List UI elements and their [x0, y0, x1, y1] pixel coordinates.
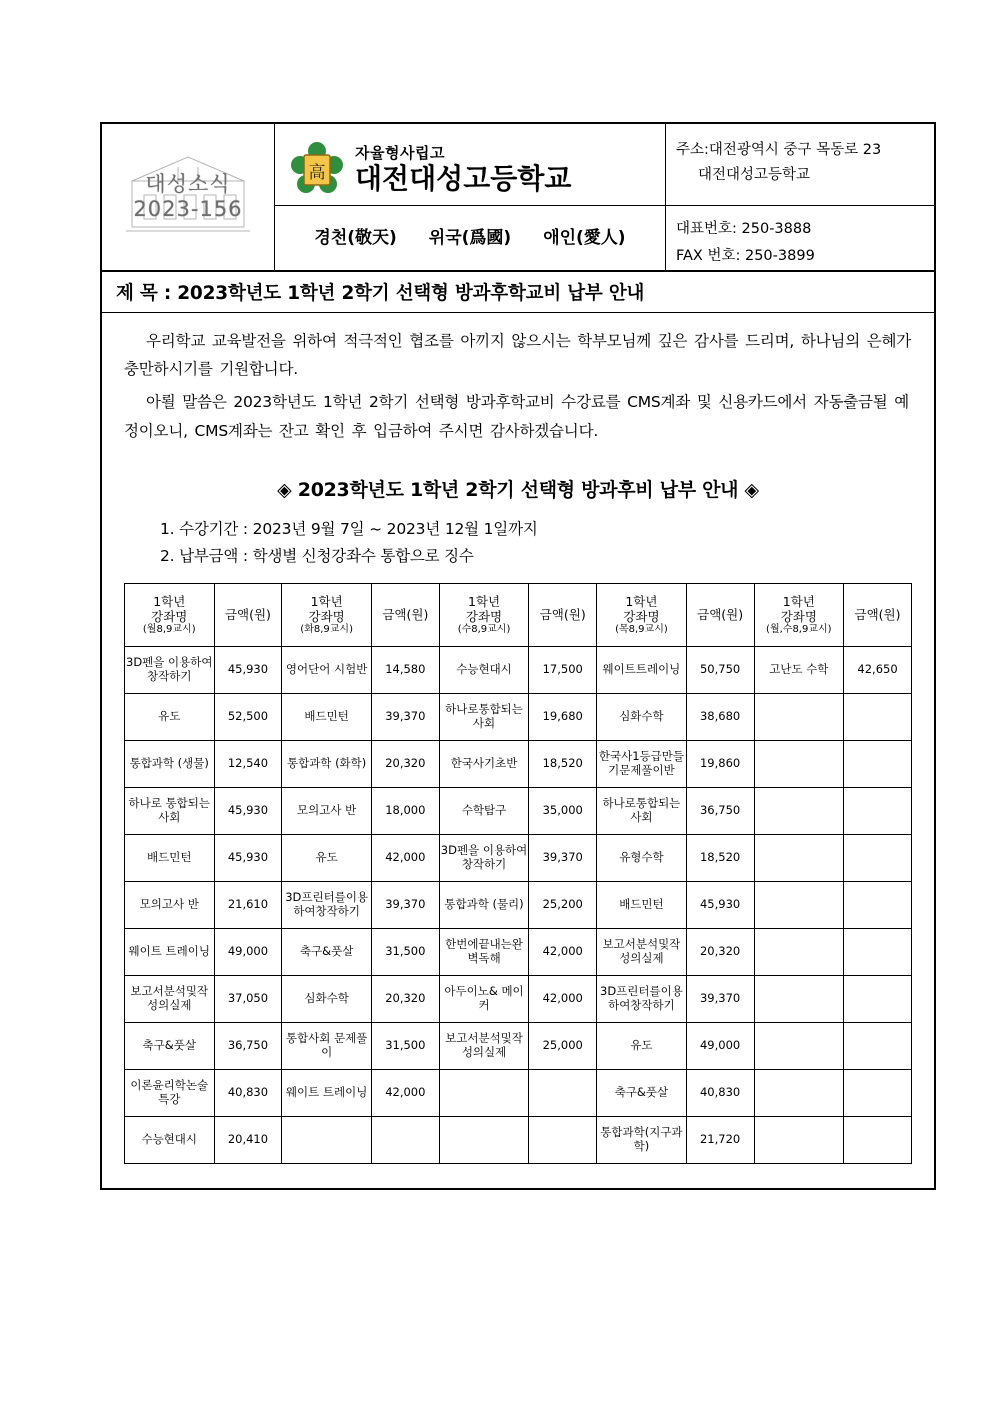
table-row	[125, 1069, 912, 1116]
fax-number: FAX 번호: 250-3899	[676, 247, 815, 264]
cell-amount	[844, 787, 912, 834]
cell-course: 배드민턴	[282, 693, 372, 740]
header-course-label: 강좌명	[308, 608, 345, 624]
cell-course: 통합사회 문제풀이	[282, 1022, 372, 1069]
cell-course: 통합과학(지구과학)	[597, 1116, 687, 1163]
cell-course	[754, 834, 844, 881]
cell-amount: 20,320	[686, 928, 754, 975]
cell-course	[754, 1116, 844, 1163]
cell-course	[754, 787, 844, 834]
cell-amount: 18,520	[686, 834, 754, 881]
document-header	[100, 122, 936, 271]
header-amount-5: 금액(원)	[844, 583, 912, 646]
table-header-row	[125, 583, 912, 646]
cell-amount: 18,000	[371, 787, 439, 834]
motto-item-2: 위국(爲國)	[428, 228, 512, 249]
cell-course: 통합과학 (화학)	[282, 740, 372, 787]
fee-table-head	[125, 583, 912, 646]
cell-course: 보고서분석및작성의실제	[125, 975, 215, 1022]
cell-amount: 49,000	[214, 928, 282, 975]
header-grade: 1학년	[310, 593, 343, 609]
cell-course: 웨이트 트레이닝	[282, 1069, 372, 1116]
cell-course: 배드민턴	[597, 881, 687, 928]
table-row	[125, 740, 912, 787]
cell-amount: 39,370	[371, 693, 439, 740]
cell-course: 유도	[125, 693, 215, 740]
header-grade: 1학년	[153, 593, 186, 609]
cell-course: 수학탐구	[439, 787, 529, 834]
cell-course: 3D프린터를이용하여창작하기	[597, 975, 687, 1022]
header-course-label: 강좌명	[151, 608, 188, 624]
stamp-text	[133, 172, 242, 222]
address-line-1: 주소:대전광역시 중구 목동로 23	[676, 142, 882, 158]
cell-amount	[844, 1116, 912, 1163]
header-period: (수8,9교시)	[457, 623, 511, 635]
cell-amount: 40,830	[214, 1069, 282, 1116]
cell-course	[282, 1116, 372, 1163]
cell-amount: 31,500	[371, 1022, 439, 1069]
cell-course: 축구&풋살	[597, 1069, 687, 1116]
document-body	[100, 313, 936, 1190]
cell-amount: 49,000	[686, 1022, 754, 1069]
header-amount-1: 금액(원)	[214, 583, 282, 646]
cell-amount: 40,830	[686, 1069, 754, 1116]
header-course-label: 강좌명	[623, 608, 660, 624]
cell-amount: 12,540	[214, 740, 282, 787]
cell-amount	[844, 693, 912, 740]
header-course-2	[282, 583, 372, 646]
school-address	[666, 124, 934, 206]
cell-course: 축구&풋살	[125, 1022, 215, 1069]
table-row	[125, 928, 912, 975]
notice-list	[124, 516, 912, 570]
header-period: (화8,9교시)	[300, 623, 353, 635]
cell-amount: 25,000	[529, 1022, 597, 1069]
table-row	[125, 787, 912, 834]
cell-amount: 25,200	[529, 881, 597, 928]
cell-course	[754, 975, 844, 1022]
cell-course: 보고서분석및작성의실제	[597, 928, 687, 975]
cell-amount	[371, 1116, 439, 1163]
school-emblem-icon	[289, 139, 345, 197]
cell-amount	[529, 1116, 597, 1163]
stamp-line1: 대성소식	[145, 172, 231, 197]
phone-number: 대표번호: 250-3888	[676, 221, 812, 237]
cell-course: 통합과학 (물리)	[439, 881, 529, 928]
cell-amount: 21,720	[686, 1116, 754, 1163]
cell-course: 아두이노& 메이커	[439, 975, 529, 1022]
cell-amount	[844, 881, 912, 928]
table-row	[125, 834, 912, 881]
cell-course: 모의고사 반	[125, 881, 215, 928]
header-course-label: 강좌명	[465, 608, 503, 624]
table-row	[125, 693, 912, 740]
header-period: (월8,9교시)	[142, 623, 196, 635]
header-period: (목8,9교시)	[615, 623, 668, 635]
cell-course: 하나로 통합되는 사회	[125, 787, 215, 834]
header-grade: 1학년	[625, 593, 658, 609]
cell-amount	[844, 975, 912, 1022]
cell-course: 한국사1등급만들기문제풀이반	[597, 740, 687, 787]
motto-item-3: 애인(愛人)	[543, 228, 626, 249]
cell-amount: 20,320	[371, 975, 439, 1022]
cell-course: 심화수학	[282, 975, 372, 1022]
table-row	[125, 646, 912, 693]
cell-course: 축구&풋살	[282, 928, 372, 975]
notice-item-1: 1. 수강기간 : 2023년 9월 7일 ~ 2023년 12월 1일까지	[160, 520, 538, 539]
header-course-4	[597, 583, 687, 646]
cell-course: 3D프린터를이용하여창작하기	[282, 881, 372, 928]
cell-course: 수능현대시	[439, 646, 529, 693]
cell-course: 배드민턴	[125, 834, 215, 881]
cell-amount: 18,520	[529, 740, 597, 787]
cell-amount	[529, 1069, 597, 1116]
header-grade: 1학년	[782, 593, 815, 609]
paragraph-2: 아뢸 말씀은 2023학년도 1학년 2학기 선택형 방과후학교비 수강료를 CMS계좌 및 신용카드에서 자동출금될 예정이오니, CMS계좌는 잔고 확인 후 입금하여 주시면 감사하겠습니다.	[124, 392, 910, 440]
school-names	[355, 142, 571, 193]
cell-amount: 37,050	[214, 975, 282, 1022]
cell-course: 하나로통합되는사회	[439, 693, 529, 740]
cell-amount: 39,370	[529, 834, 597, 881]
address-line-2: 대전대성고등학교	[698, 166, 811, 183]
cell-amount: 20,320	[371, 740, 439, 787]
section-heading: ◈ 2023학년도 1학년 2학기 선택형 방과후비 납부 안내 ◈	[277, 479, 759, 502]
cell-amount: 17,500	[529, 646, 597, 693]
cell-course: 보고서분석및작성의실제	[439, 1022, 529, 1069]
cell-course: 한번에끝내는완벽독해	[439, 928, 529, 975]
school-phone-block	[666, 206, 934, 270]
newsletter-stamp	[118, 151, 258, 243]
fee-table-body	[125, 646, 912, 1163]
cell-course: 한국사기초반	[439, 740, 529, 787]
header-course-5	[754, 583, 844, 646]
cell-amount	[844, 834, 912, 881]
cell-amount: 36,750	[686, 787, 754, 834]
header-course-3	[439, 583, 529, 646]
cell-amount: 50,750	[686, 646, 754, 693]
cell-course	[754, 693, 844, 740]
cell-course: 모의고사 반	[282, 787, 372, 834]
cell-amount: 39,370	[686, 975, 754, 1022]
cell-course	[754, 881, 844, 928]
cell-course: 영어단어 시험반	[282, 646, 372, 693]
cell-amount: 42,000	[529, 928, 597, 975]
cell-amount: 45,930	[214, 787, 282, 834]
cell-course	[754, 1069, 844, 1116]
header-amount-4: 금액(원)	[686, 583, 754, 646]
cell-course: 수능현대시	[125, 1116, 215, 1163]
school-identity-cell	[275, 124, 666, 270]
cell-amount	[844, 1069, 912, 1116]
cell-amount: 45,930	[686, 881, 754, 928]
cell-amount: 45,930	[214, 834, 282, 881]
cell-amount: 19,860	[686, 740, 754, 787]
header-amount-2: 금액(원)	[371, 583, 439, 646]
cell-amount: 39,370	[371, 881, 439, 928]
school-title: 대전대성고등학교	[355, 161, 572, 195]
notice-item-2: 2. 납부금액 : 학생별 신청강좌수 통합으로 징수	[160, 547, 474, 566]
cell-amount	[844, 740, 912, 787]
cell-course	[439, 1069, 529, 1116]
document-page	[100, 122, 936, 1190]
header-course-1	[125, 583, 215, 646]
cell-course	[754, 1022, 844, 1069]
cell-amount: 31,500	[371, 928, 439, 975]
cell-course: 이론윤리학논술특강	[125, 1069, 215, 1116]
paragraph-1: 우리학교 교육발전을 위하여 적극적인 협조를 아끼지 않으시는 학부모님께 깊은 감사를 드리며, 하나님의 은혜가 충만하시기를 기원합니다.	[124, 331, 912, 379]
table-row	[125, 1116, 912, 1163]
school-contact-cell	[666, 124, 934, 270]
cell-course: 유도	[597, 1022, 687, 1069]
school-subtitle: 자율형사립고	[355, 143, 445, 162]
cell-amount: 19,680	[529, 693, 597, 740]
header-amount-3: 금액(원)	[529, 583, 597, 646]
cell-amount: 42,650	[844, 646, 912, 693]
cell-amount: 42,000	[529, 975, 597, 1022]
cell-amount: 14,580	[371, 646, 439, 693]
school-name-block	[275, 124, 665, 206]
cell-course: 웨이트트레이닝	[597, 646, 687, 693]
cell-amount: 42,000	[371, 1069, 439, 1116]
cell-course: 유형수학	[597, 834, 687, 881]
cell-amount: 20,410	[214, 1116, 282, 1163]
cell-course: 하나로통합되는사회	[597, 787, 687, 834]
header-course-label: 강좌명	[780, 608, 817, 624]
cell-amount: 21,610	[214, 881, 282, 928]
cell-course	[754, 740, 844, 787]
cell-amount: 52,500	[214, 693, 282, 740]
newsletter-stamp-cell	[102, 124, 275, 270]
cell-course	[754, 928, 844, 975]
fee-table	[124, 583, 912, 1164]
header-grade: 1학년	[467, 593, 501, 609]
cell-amount: 42,000	[371, 834, 439, 881]
school-motto	[275, 206, 665, 270]
cell-course: 3D펜을 이용하여 창작하기	[125, 646, 215, 693]
cell-course: 고난도 수학	[754, 646, 844, 693]
cell-course: 심화수학	[597, 693, 687, 740]
cell-amount	[844, 928, 912, 975]
table-row	[125, 975, 912, 1022]
table-row	[125, 1022, 912, 1069]
cell-amount: 36,750	[214, 1022, 282, 1069]
header-period: (월,수8,9교시)	[766, 623, 832, 635]
cell-course: 3D펜을 이용하여 창작하기	[439, 834, 529, 881]
cell-amount: 38,680	[686, 693, 754, 740]
cell-course: 유도	[282, 834, 372, 881]
document-title: 제 목 : 2023학년도 1학년 2학기 선택형 방과후학교비 납부 안내	[100, 271, 936, 313]
cell-amount	[844, 1022, 912, 1069]
cell-amount: 35,000	[529, 787, 597, 834]
svg-text:高: 高	[308, 162, 326, 183]
table-row	[125, 881, 912, 928]
cell-course	[439, 1116, 529, 1163]
cell-course: 통합과학 (생물)	[125, 740, 215, 787]
cell-amount: 45,930	[214, 646, 282, 693]
cell-course: 웨이트 트레이닝	[125, 928, 215, 975]
stamp-line2: 2023-156	[133, 196, 243, 221]
motto-item-1: 경천(敬天)	[314, 228, 397, 249]
